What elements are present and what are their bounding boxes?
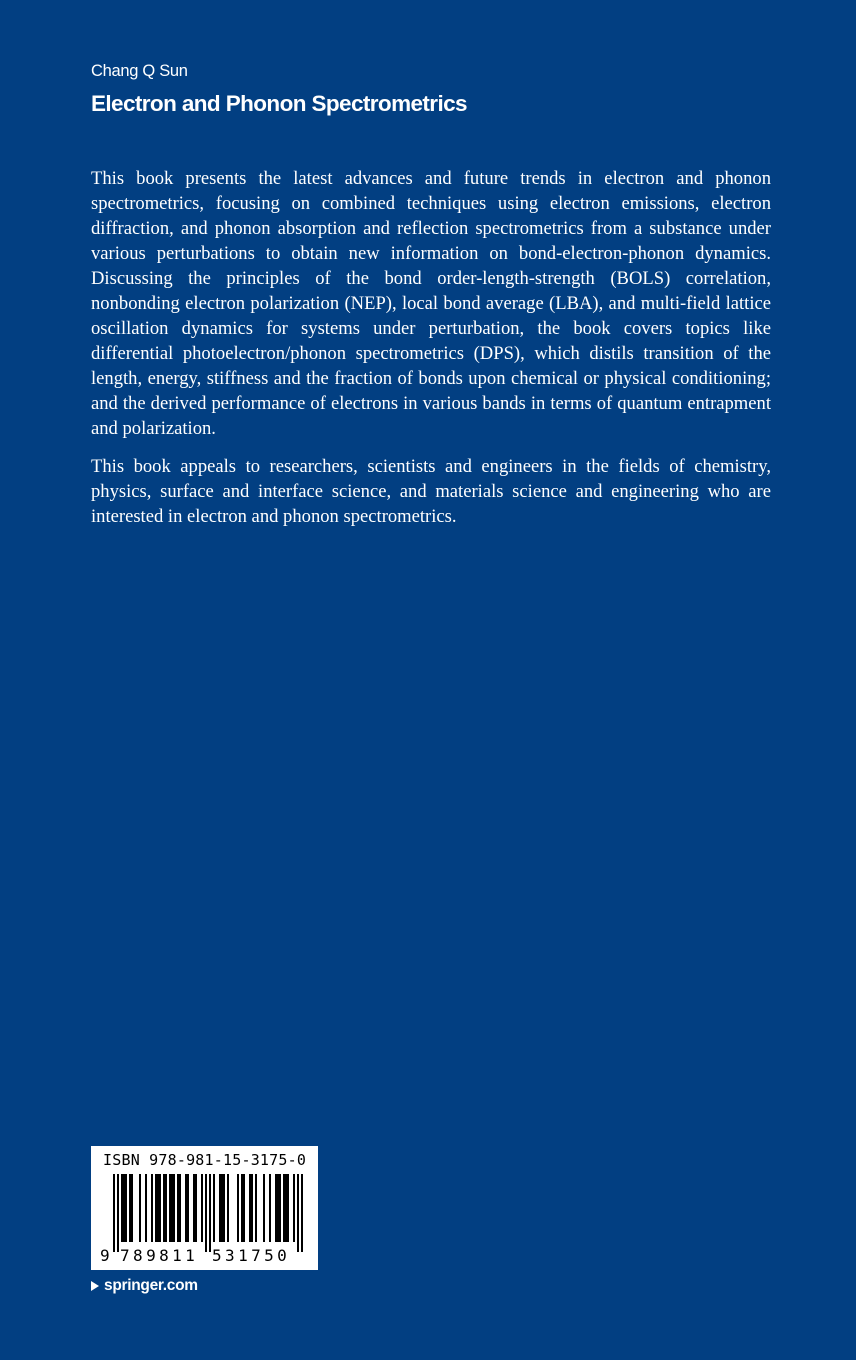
- barcode-bar: [297, 1174, 299, 1252]
- barcode-bar: [193, 1174, 195, 1242]
- barcode-bar: [209, 1174, 211, 1252]
- barcode-bar: [169, 1174, 171, 1242]
- barcode-bar: [151, 1174, 153, 1242]
- barcode-bar: [285, 1174, 287, 1242]
- barcode-bar: [171, 1174, 173, 1242]
- barcode-bar: [121, 1174, 123, 1242]
- ean-first-digit: 9: [100, 1246, 110, 1265]
- barcode-bar: [179, 1174, 181, 1242]
- blurb-paragraph-2: This book appeals to researchers, scientists and engineers in the fields of chemistry, physics, surface and interface science, and materials science and engineering who are interested in electron and phonon spectrometrics.: [91, 456, 771, 527]
- barcode-bar: [213, 1174, 215, 1242]
- barcode-bar: [177, 1174, 179, 1242]
- barcode-bar: [163, 1174, 165, 1242]
- barcode-bar: [117, 1174, 119, 1252]
- barcode-bar: [249, 1174, 251, 1242]
- barcode-bar: [173, 1174, 175, 1242]
- barcode-bar: [227, 1174, 229, 1242]
- barcode-bar: [293, 1174, 295, 1242]
- barcode-bar: [277, 1174, 279, 1242]
- publisher-url: springer.com: [104, 1277, 198, 1294]
- barcode-bar: [283, 1174, 285, 1242]
- barcode-bar: [269, 1174, 271, 1242]
- barcode-bar: [157, 1174, 159, 1242]
- barcode-bar: [241, 1174, 243, 1242]
- barcode-bar: [251, 1174, 253, 1242]
- barcode-bar: [255, 1174, 257, 1242]
- barcode-bar: [195, 1174, 197, 1242]
- blurb: [91, 166, 771, 542]
- barcode-bar: [131, 1174, 133, 1242]
- barcode-bar: [263, 1174, 265, 1242]
- barcode-bar: [125, 1174, 127, 1242]
- barcode-bar: [237, 1174, 239, 1242]
- publisher-link[interactable]: [91, 1277, 198, 1295]
- barcode-bar: [123, 1174, 125, 1242]
- barcode-bar: [201, 1174, 203, 1242]
- barcode-bar: [205, 1174, 207, 1252]
- barcode-bar: [139, 1174, 141, 1242]
- barcode-bar: [275, 1174, 277, 1242]
- isbn-label: ISBN 978-981-15-3175-0: [103, 1151, 307, 1169]
- ean-left-digits: 789811: [120, 1246, 199, 1265]
- book-title: Electron and Phonon Spectrometrics: [91, 91, 467, 116]
- barcode-bar: [113, 1174, 115, 1252]
- barcode-bar: [287, 1174, 289, 1242]
- isbn-barcode: [91, 1146, 318, 1270]
- author-name: Chang Q Sun: [91, 62, 188, 80]
- barcode-bar: [301, 1174, 303, 1252]
- barcode-bar: [187, 1174, 189, 1242]
- barcode-bar: [219, 1174, 221, 1242]
- barcode-bar: [185, 1174, 187, 1242]
- barcode-bar: [165, 1174, 167, 1242]
- barcode-bar: [279, 1174, 281, 1242]
- barcode-bar: [159, 1174, 161, 1242]
- triangle-right-icon: [91, 1281, 99, 1291]
- barcode-bar: [129, 1174, 131, 1242]
- blurb-paragraph-1: This book presents the latest advances and future trends in electron and phonon spectrometrics, focusing on combined techniques using electron emissions, electron diffraction, and phonon absorption and reflection spectrometrics from a substance under various perturbations to obtain new information on bond-electron-phonon dynamics. Discussing the principles of the bond order-length-strength (BOLS) correlation, nonbonding electron polarization (NEP), local bond average (LBA), and multi-field lattice oscillation dynamics for systems under perturbation, the book covers topics like differential photoelectron/phonon spectrometrics (DPS), which distils transition of the length, energy, stiffness and the fraction of bonds upon chemical or physical conditioning; and the derived performance of electrons in various bands in terms of quantum entrapment and polarization.: [91, 168, 771, 439]
- barcode-bar: [223, 1174, 225, 1242]
- barcode-bar: [221, 1174, 223, 1242]
- ean-right-digits: 531750: [212, 1246, 291, 1265]
- barcode-bar: [243, 1174, 245, 1242]
- barcode-bar: [155, 1174, 157, 1242]
- barcode-bar: [145, 1174, 147, 1242]
